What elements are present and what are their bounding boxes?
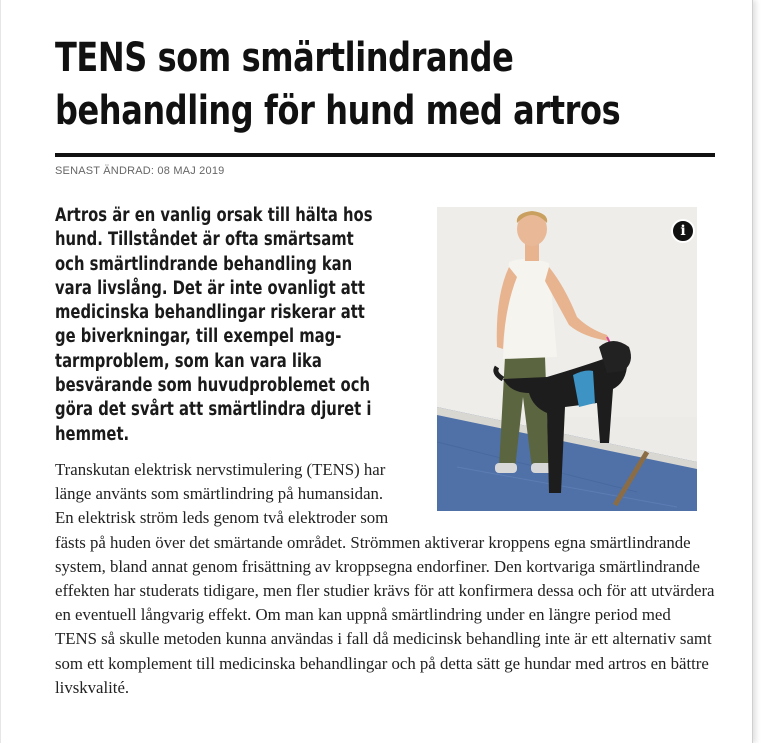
photo-float-spacer bbox=[405, 458, 715, 518]
article-lead: Artros är en vanlig orsak till hälta hos hund. Tillståndet är ofta smärtsamt och smärtlindrande behandling kan vara livslång. Det är inte ovanligt att medicinska behandlingar riskerar att ge biverkningar, till exempel mag-tarmproblem, som kan vara lika besvärande som huvudproblemet och göra det svårt att smärtlindra djuret i hemmet. bbox=[55, 205, 373, 445]
article-body-text: Transkutan elektrisk nervstimulering (TENS) har länge använts som smärtlindring på humansidan. En elektrisk ström leds genom två elektroder som fästs på huden över det smärtande området. Strömmen aktiverar kroppens egna smärtlindrande system, bland annat genom frisättning av kroppsegna endorfiner. Den kortvariga smärtlindrande effekten har studerats tidigare, men fler studier krävs för att konfirmera dessa och för att utvärdera en eventuell långvarig effekt. Om man kan uppnå smärtlindring under en längre period med TENS så skulle metoden kunna användas i fall då medicinsk behandling inte är ett alternativ samt som ett komplement till medicinska behandlingar och på detta sätt ge hundar med artros en bättre livskvalité. bbox=[55, 460, 715, 697]
info-icon[interactable]: i bbox=[671, 219, 695, 243]
article-title: TENS som smärtlindrande behandling för hund med artros bbox=[55, 35, 621, 134]
article-body bbox=[55, 458, 715, 700]
last-modified-date: SENAST ÄNDRAD: 08 MAJ 2019 bbox=[55, 165, 225, 177]
title-divider bbox=[55, 153, 715, 157]
